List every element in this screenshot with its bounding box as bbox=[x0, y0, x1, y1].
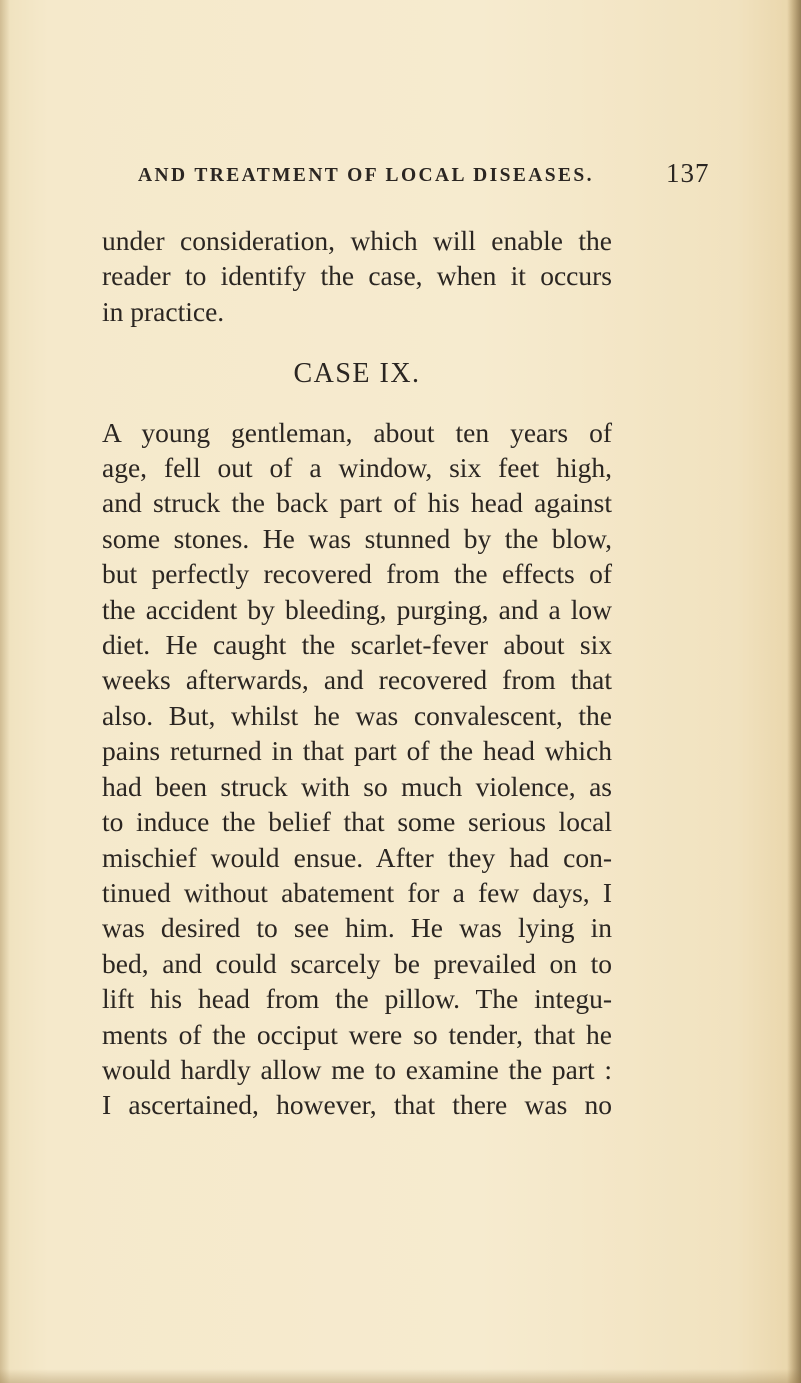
page-right-shadow bbox=[787, 0, 801, 1383]
text-line: was desired to see him. He was lying in bbox=[102, 912, 612, 944]
text-line: would hardly allow me to examine the part : bbox=[102, 1053, 612, 1085]
running-head-title: AND TREATMENT OF LOCAL DISEASES. bbox=[138, 165, 594, 186]
text-line: reader to identify the case, when it occurs bbox=[102, 260, 612, 292]
text-line: to induce the belief that some serious local bbox=[102, 806, 612, 838]
text-line: and struck the back part of his head against bbox=[102, 487, 612, 519]
text-line: tinued without abatement for a few days, I bbox=[102, 876, 612, 908]
text-line: also. But, whilst he was convalescent, the bbox=[102, 699, 612, 731]
text-line: had been struck with so much violence, as bbox=[102, 770, 612, 802]
body-text bbox=[102, 223, 612, 1123]
text-line: ments of the occiput were so tender, that he bbox=[102, 1018, 612, 1050]
text-line: lift his head from the pillow. The integu- bbox=[102, 983, 612, 1015]
text-line: the accident by bleeding, purging, and a low bbox=[102, 593, 612, 625]
text-line: bed, and could scarcely be prevailed on to bbox=[102, 947, 612, 979]
text-line: mischief would ensue. After they had con- bbox=[102, 841, 612, 873]
text-line: A young gentleman, about ten years of bbox=[102, 416, 612, 448]
case-heading: CASE IX. bbox=[293, 358, 421, 390]
text-line: some stones. He was stunned by the blow, bbox=[102, 522, 612, 554]
running-head bbox=[138, 165, 698, 187]
text-line: under consideration, which will enable the bbox=[102, 225, 612, 256]
page-bottom-shadow bbox=[0, 1369, 801, 1383]
text-line: pains returned in that part of the head which bbox=[102, 735, 612, 767]
page-number: 137 bbox=[666, 158, 710, 188]
text-line: age, fell out of a window, six feet high, bbox=[102, 452, 612, 484]
text-line: diet. He caught the scarlet-fever about six bbox=[102, 629, 612, 661]
text-line: in practice. bbox=[102, 295, 225, 327]
text-line: but perfectly recovered from the effects of bbox=[102, 558, 612, 590]
page-left-shadow bbox=[0, 0, 10, 1383]
text-line: I ascertained, however, that there was no bbox=[102, 1089, 612, 1121]
text-line: weeks afterwards, and recovered from that bbox=[102, 664, 612, 696]
